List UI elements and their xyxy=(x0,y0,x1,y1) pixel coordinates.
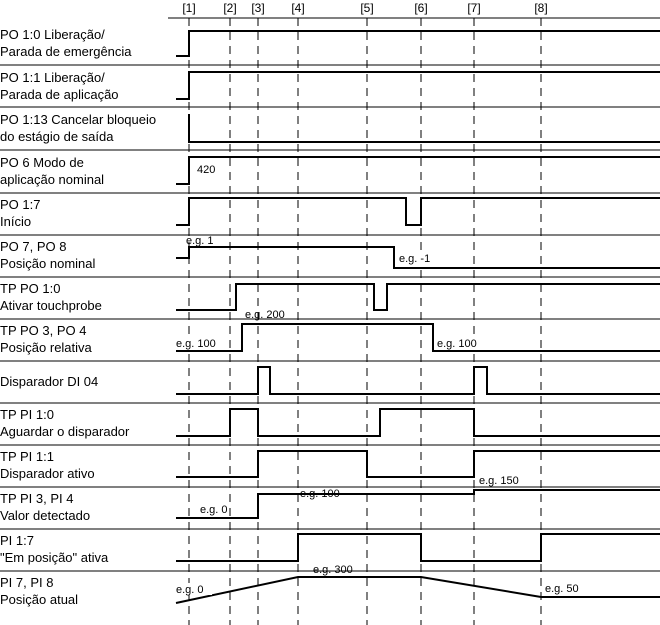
signal-label-po1-1-line2: Parada de aplicação xyxy=(0,87,119,102)
signal-label-po1-13-line2: do estágio de saída xyxy=(0,129,114,144)
waveform-po1-0 xyxy=(176,31,660,56)
annotation-pi7-8-b: e.g. 300 xyxy=(313,564,353,576)
annotation-po7-8-a: e.g. 1 xyxy=(186,235,214,247)
marker-1: [1] xyxy=(182,1,196,15)
waveform-tp-po3-4 xyxy=(176,324,660,351)
waveform-tp-pi3-4 xyxy=(176,490,660,518)
signal-label-tp-pi1-1-line1: TP PI 1:1 xyxy=(0,449,54,464)
signal-label-po6-line2: aplicação nominal xyxy=(0,172,105,187)
signal-label-pi1-7-line2: "Em posição" ativa xyxy=(0,550,109,565)
signal-label-tp-po1-0-line2: Ativar touchprobe xyxy=(0,298,102,313)
annotation-po7-8-b: e.g. -1 xyxy=(399,253,431,265)
marker-4: [4] xyxy=(291,1,305,15)
signal-label-po1-7-line1: PO 1:7 xyxy=(0,197,41,212)
signal-label-tp-pi1-1-line2: Disparador ativo xyxy=(0,466,95,481)
annotation-po6-value: 420 xyxy=(197,164,216,176)
signal-label-pi1-7-line1: PI 1:7 xyxy=(0,533,34,548)
signal-label-po1-0-line1: PO 1:0 Liberação/ xyxy=(0,27,105,42)
annotation-tp-po3-4-a: e.g. 200 xyxy=(245,309,285,321)
waveform-tp-pi1-1 xyxy=(176,451,660,477)
waveform-po1-7 xyxy=(176,198,660,225)
annotation-tp-po3-4-b: e.g. 100 xyxy=(176,338,216,350)
signal-label-tp-pi3-4-line1: TP PI 3, PI 4 xyxy=(0,491,74,506)
annotation-tp-pi3-4-c: e.g. 150 xyxy=(479,475,519,487)
signal-label-tp-po1-0-line1: TP PO 1:0 xyxy=(0,281,61,296)
signal-label-tp-pi1-0-line1: TP PI 1:0 xyxy=(0,407,54,422)
waveform-po6 xyxy=(176,157,660,184)
annotations xyxy=(176,164,579,596)
marker-3: [3] xyxy=(251,1,265,15)
time-markers xyxy=(182,1,547,15)
marker-6: [6] xyxy=(414,1,428,15)
signal-label-tp-pi3-4-line2: Valor detectado xyxy=(0,508,91,523)
signal-label-tp-po3-4-line2: Posição relativa xyxy=(0,340,92,355)
marker-5: [5] xyxy=(360,1,374,15)
signal-label-tp-po3-4-line1: TP PO 3, PO 4 xyxy=(0,323,87,338)
signal-label-po1-1-line1: PO 1:1 Liberação/ xyxy=(0,70,105,85)
signal-label-tp-pi1-0-line2: Aguardar o disparador xyxy=(0,424,130,439)
marker-2: [2] xyxy=(223,1,237,15)
signal-label-po7-8-line2: Posição nominal xyxy=(0,256,96,271)
annotation-pi7-8-a: e.g. 0 xyxy=(176,584,204,596)
signal-label-po1-0-line2: Parada de emergência xyxy=(0,44,132,59)
annotation-tp-pi3-4-a: e.g. 0 xyxy=(200,504,228,516)
waveform-pi7-8 xyxy=(176,577,660,603)
signal-label-po7-8-line1: PO 7, PO 8 xyxy=(0,239,67,254)
annotation-tp-po3-4-c: e.g. 100 xyxy=(437,338,477,350)
marker-8: [8] xyxy=(534,1,548,15)
annotation-tp-pi3-4-b: e.g. 100 xyxy=(300,488,340,500)
signal-label-po1-13-line1: PO 1:13 Cancelar bloqueio xyxy=(0,112,157,127)
waveform-tp-pi1-0 xyxy=(176,409,660,436)
waveform-po1-1 xyxy=(176,72,660,99)
waveform-po1-13 xyxy=(189,114,660,142)
waveform-di04 xyxy=(176,367,660,394)
signal-labels xyxy=(0,27,156,607)
waveform-tp-po1-0 xyxy=(176,284,660,310)
annotation-pi7-8-c: e.g. 50 xyxy=(545,583,579,595)
signal-label-po1-7-line2: Início xyxy=(0,214,32,229)
signal-label-po6-line1: PO 6 Modo de xyxy=(0,155,84,170)
marker-7: [7] xyxy=(467,1,481,15)
signal-label-pi7-8-line2: Posição atual xyxy=(0,592,79,607)
signal-label-di04: Disparador DI 04 xyxy=(0,374,99,389)
waveform-pi1-7 xyxy=(176,534,660,561)
signal-label-pi7-8-line1: PI 7, PI 8 xyxy=(0,575,54,590)
